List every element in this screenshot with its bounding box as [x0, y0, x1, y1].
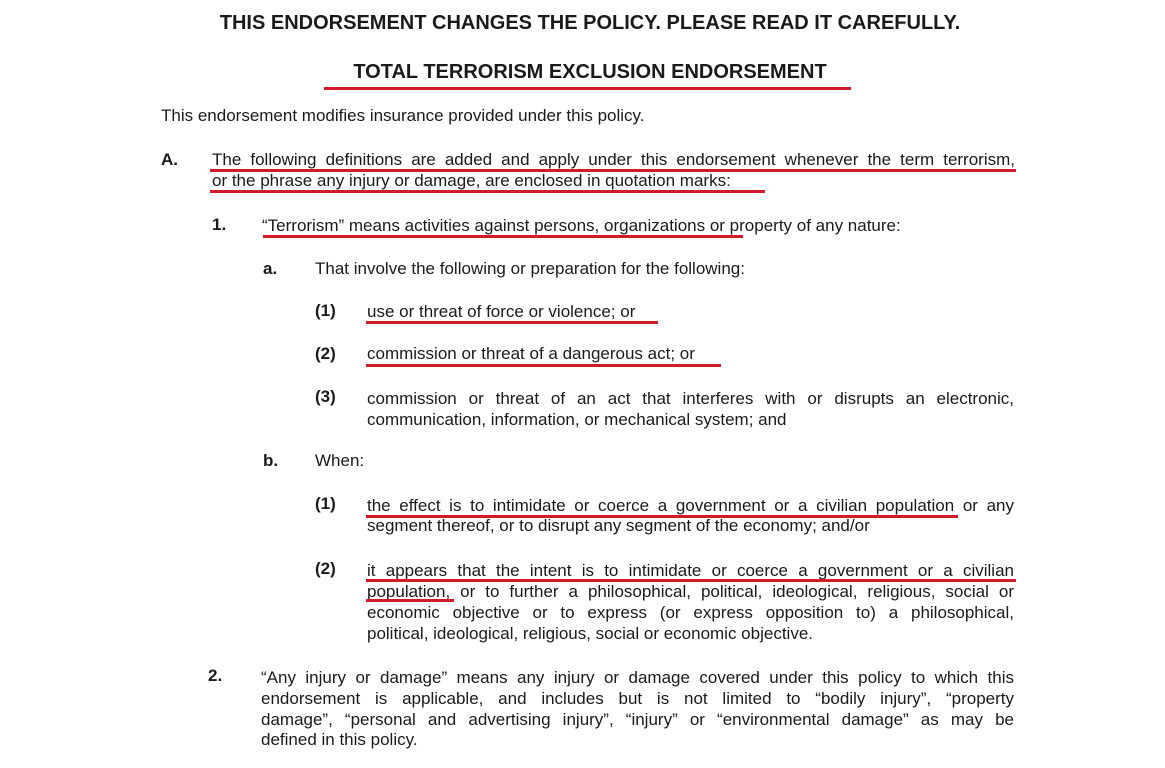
item-1b-2-line-2: population, or to further a philosophical, political, ideological, religious, social or	[367, 582, 1014, 601]
section-a-underline-2	[210, 190, 765, 193]
item-1a-1-text: use or threat of force or violence; or	[367, 302, 636, 321]
item-1-text: “Terrorism” means activities against persons, organizations or property of any nature:	[262, 216, 901, 235]
item-1b-text: When:	[315, 451, 365, 470]
item-1b-1-label: (1)	[315, 494, 336, 513]
item-1b-2-label: (2)	[315, 559, 336, 578]
item-1b-label: b.	[263, 451, 279, 470]
intro-text: This endorsement modifies insurance provided under this policy.	[161, 106, 645, 125]
section-a-line-1: The following definitions are added and apply under this endorsement whenever the term terrorism,	[212, 150, 1015, 169]
item-2-line-1: “Any injury or damage” means any injury or damage covered under this policy to which this	[261, 668, 1014, 687]
item-1a-label: a.	[263, 259, 278, 278]
item-1b-2-underline-1	[366, 579, 1016, 582]
item-1-label: 1.	[212, 215, 227, 234]
item-1-underline	[263, 235, 743, 238]
item-1a-2-label: (2)	[315, 344, 336, 363]
item-1b-1-underline	[366, 515, 958, 518]
item-1b-1-line-2: segment thereof, or to disrupt any segment of the economy; and/or	[367, 516, 870, 535]
endorsement-notice: THIS ENDORSEMENT CHANGES THE POLICY. PLEASE READ IT CAREFULLY.	[219, 12, 961, 34]
item-1a-3-line-2: communication, information, or mechanical system; and	[367, 410, 787, 429]
title-underline	[324, 87, 851, 90]
item-1b-2-line-4: political, ideological, religious, social or economic objective.	[367, 624, 814, 643]
item-1a-2-text: commission or threat of a dangerous act; or	[367, 344, 695, 363]
item-1b-2-line-3: economic objective or to express (or express opposition to) a philosophical,	[367, 603, 1014, 622]
item-2-line-3: damage”, “personal and advertising injury”, “injury” or “environmental damage” as may be	[261, 710, 1014, 729]
item-1b-2-underline-2	[366, 599, 454, 602]
item-2-label: 2.	[208, 666, 223, 685]
item-2-line-4: defined in this policy.	[261, 730, 418, 749]
item-1b-2-line-1: it appears that the intent is to intimidate or coerce a government or a civilian	[367, 561, 1014, 580]
item-1a-2-underline	[366, 364, 721, 367]
item-1a-3-line-1: commission or threat of an act that interferes with or disrupts an electronic,	[367, 389, 1014, 408]
item-1a-1-label: (1)	[315, 301, 336, 320]
item-2-line-2: endorsement is applicable, and includes but is not limited to “bodily injury”, “property	[261, 689, 1014, 708]
endorsement-title: TOTAL TERRORISM EXCLUSION ENDORSEMENT	[353, 61, 827, 83]
section-a-label: A.	[161, 150, 178, 169]
item-1b-1-line-1: the effect is to intimidate or coerce a government or a civilian population or any	[367, 496, 1014, 515]
item-1a-3-label: (3)	[315, 387, 336, 406]
section-a-underline-1	[210, 169, 1016, 172]
item-1a-1-underline	[366, 321, 658, 324]
section-a-line-2: or the phrase any injury or damage, are enclosed in quotation marks:	[212, 171, 731, 190]
item-1a-text: That involve the following or preparation for the following:	[315, 259, 745, 278]
